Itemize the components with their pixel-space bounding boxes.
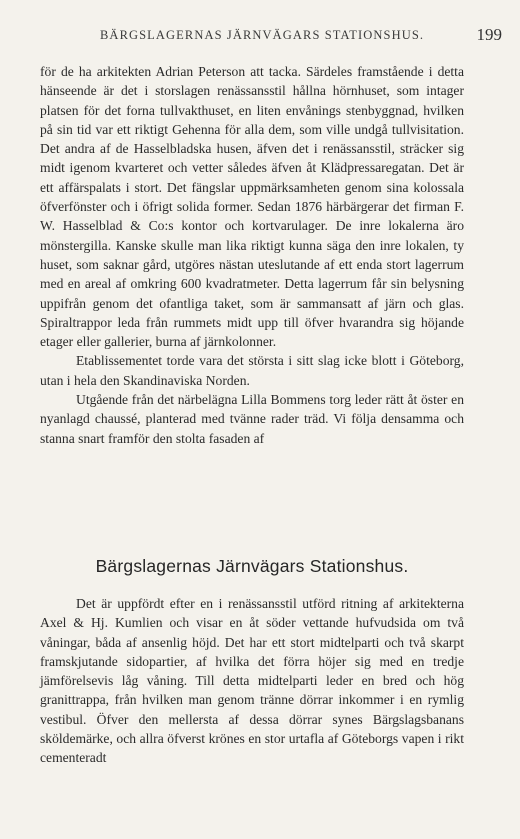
section-heading: Bärgslagernas Järnvägars Stationshus.: [95, 556, 409, 576]
paragraph: Det är uppfördt efter en i renässansstil utförd ritning af arkitekterna Axel & Hj. Kumlien och visar en åt söder vettande hufvudsida om två våningar, båda af ansenlig höjd. Det har ett stort midtelparti och två skarpt framskjutande sidopartier, af hvilka det förra höjer sig med en tredje jämförelsevis låg våning. Till detta midtelparti leder en bred och hög granittrappa, från hvilken man genom tränne dörrar inkommer i en rymlig vestibul. Öfver den mellersta af dessa dörrar synes Bärgslagsbanans sköldemärke, och allra öfverst krönes en stor urtafla af Göteborgs vapen i rikt cementeradt: [40, 596, 464, 766]
paragraph: Etablissementet torde vara det största i sitt slag icke blott i Göteborg, utan i hela den Skandinaviska Norden.: [40, 353, 464, 388]
paragraph: för de ha arkitekten Adrian Peterson att tacka. Särdeles framstående i detta hänseende är det i storslagen renässansstil hållna hörnhuset, som intager platsen för det forna tullvakthuset, en liten envånings stenbyggnad, hvilken på sin tid var ett riktigt Gehenna för alla dem, som ville undgå tullvisitation. Det andra af de Hasselbladska husen, äfven det i renässansstil, sträcker sig midt igenom kvarteret och vetter således äfven åt Klädpressaregatan. Det är ett affärspalats i stort. Det fängslar uppmärksamheten genom sina kolossala öfverfönster och i öfrigt solida former. Sedan 1876 härbärgerar det firman F. W. Hasselblad & Co:s kontor och kortvarulager. De inre lokalerna äro mönstergilla. Kanske skulle man lika riktigt kunna säga den inre lokalen, ty huset, som saknar gård, utgöres nästan uteslutande af ett enda stort lagerrum med en areal af omkring 600 kvadratmeter. Detta lagerrum får sin belysning uppifrån genom det ofantliga taket, som är sammansatt af järn och glas. Spiraltrappor leda från rummets midt upp till öfver hvarandra sig höjande etager eller gallerier, burna af järnkolonner.: [40, 64, 464, 350]
running-title: BÄRGSLAGERNAS JÄRNVÄGARS STATIONSHUS.: [100, 28, 425, 42]
main-text: [40, 62, 464, 448]
paragraph: Utgående från det närbelägna Lilla Bommens torg leder rätt åt öster en nyanlagd chaussé, planterad med tvänne rader träd. Vi följa densamma och stanna snart framför den stolta fasaden af: [40, 392, 464, 446]
section-text: [40, 594, 464, 768]
running-header: [40, 25, 502, 48]
page-number: 199: [476, 25, 502, 44]
